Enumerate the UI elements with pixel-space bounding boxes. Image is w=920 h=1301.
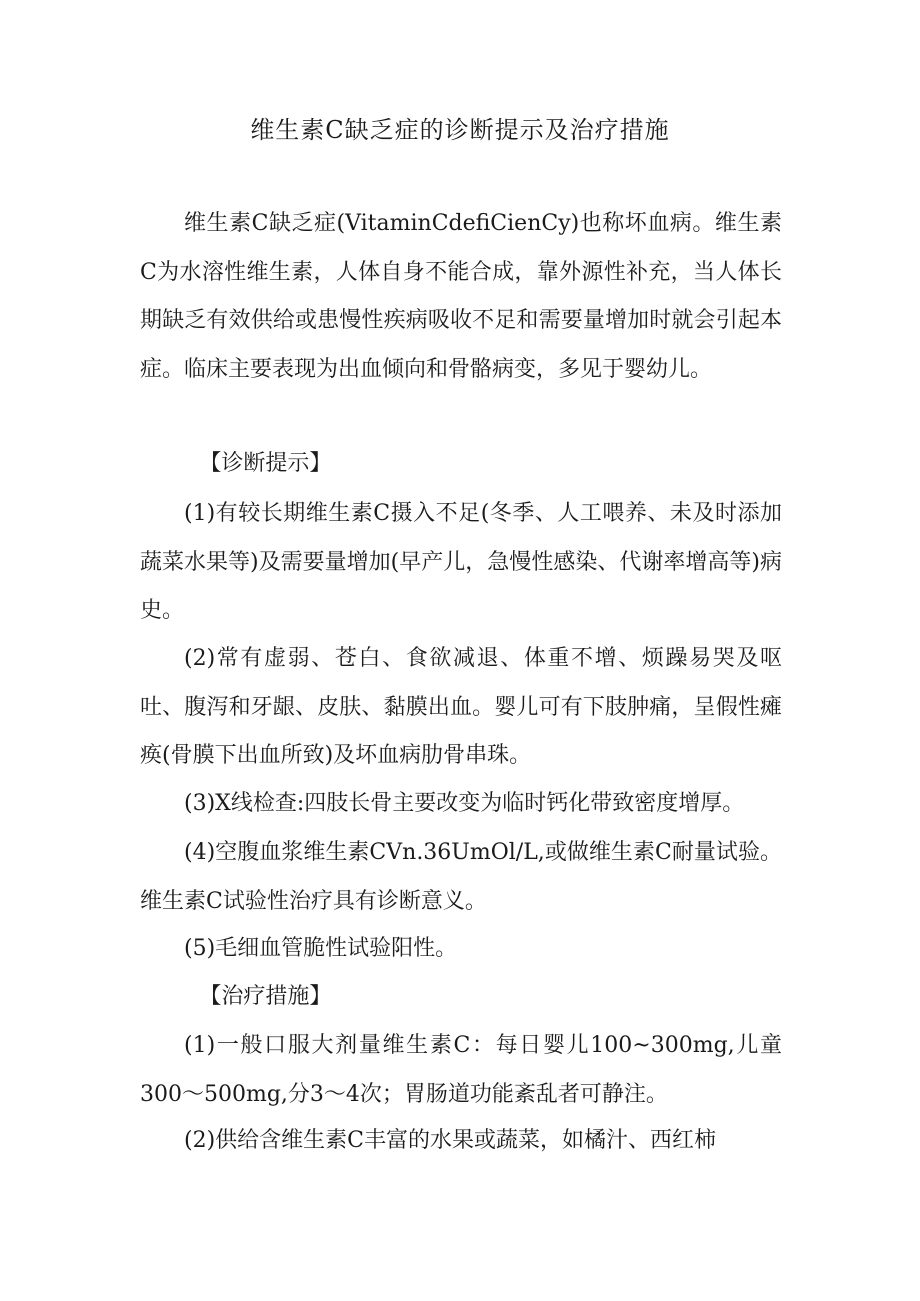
diagnosis-heading: 【诊断提示】 <box>199 451 332 476</box>
diagnosis-item-2: (2)常有虚弱、苍白、食欲减退、体重不增、烦躁易哭及呕吐、腹泻和牙龈、皮肤、黏膜出血。婴儿可有下肢肿痛，呈假性瘫痪(骨膜下出血所致)及坏血病肋骨串珠。 <box>140 646 782 768</box>
treatment-heading: 【治疗措施】 <box>199 984 332 1009</box>
document-title: 维生素C缺乏症的诊断提示及治疗措施 <box>250 116 670 144</box>
treatment-item-1: (1)一般口服大剂量维生素C：每日婴儿100~300mg,儿童300～500mg,分3～4次；胃肠道功能紊乱者可静注。 <box>140 1033 782 1107</box>
diagnosis-item-3: (3)X线检查:四肢长骨主要改变为临时钙化带致密度增厚。 <box>184 791 745 816</box>
diagnosis-item-1: (1)有较长期维生素C摄入不足(冬季、人工喂养、未及时添加蔬菜水果等)及需要量增加(早产儿，急慢性感染、代谢率增高等)病史。 <box>140 501 782 623</box>
intro-paragraph: 维生素C缺乏症(VitaminCdefiCienCy)也称坏血病。维生素C为水溶性维生素，人体自身不能合成，靠外源性补充，当人体长期缺乏有效供给或患慢性疾病吸收不足和需要量增加时就会引起本症。临床主要表现为出血倾向和骨骼病变，多见于婴幼儿。 <box>140 211 782 382</box>
diagnosis-item-5: (5)毛细血管脆性试验阳性。 <box>184 936 458 961</box>
diagnosis-item-4: (4)空腹血浆维生素CVn.36UmOl/L,或做维生素C耐量试验。维生素C试验性治疗具有诊断意义。 <box>140 840 782 914</box>
treatment-item-2: (2)供给含维生素C丰富的水果或蔬菜，如橘汁、西红柿 <box>184 1128 716 1153</box>
